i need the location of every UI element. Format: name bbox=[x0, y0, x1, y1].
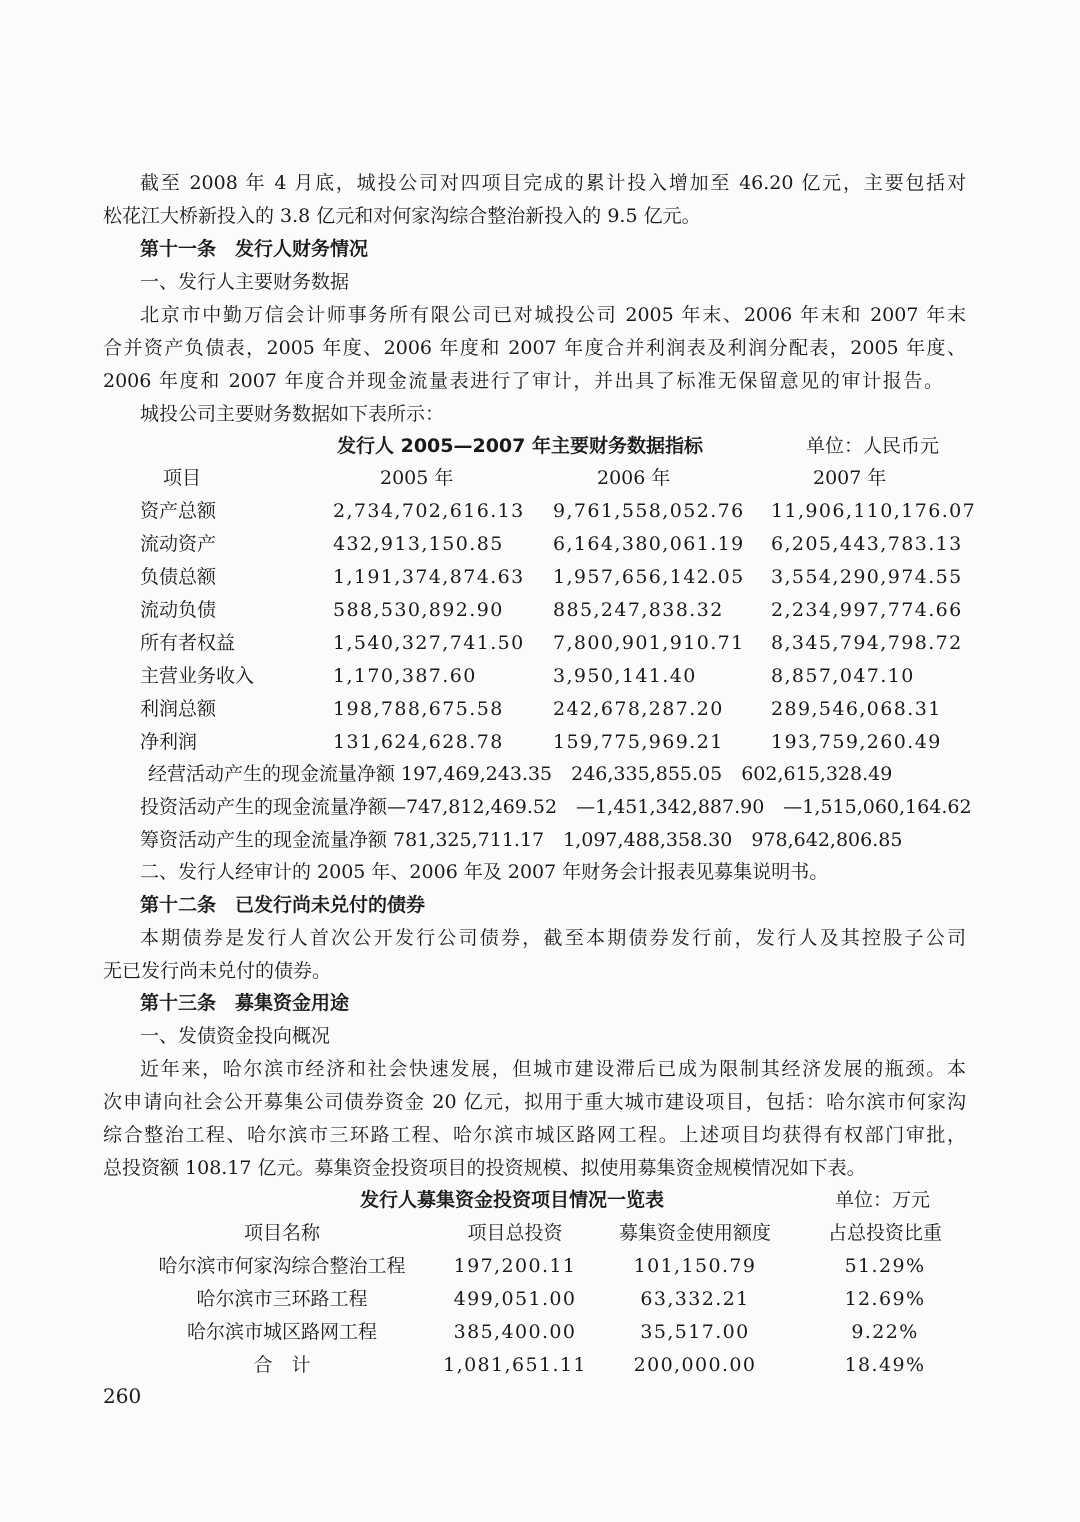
row-label: 哈尔滨市何家沟综合整治工程 bbox=[158, 1255, 406, 1277]
table-header-cell: 项目 bbox=[163, 467, 202, 489]
table-cell: 51.29% bbox=[844, 1255, 926, 1277]
section-heading: 第十二条 已发行尚未兑付的债券 bbox=[140, 894, 426, 916]
table-header-cell: 项目名称 bbox=[243, 1222, 320, 1244]
row-label: 资产总额 bbox=[140, 500, 217, 522]
cash-flow-row: 投资活动产生的现金流量净额—747,812,469.52 —1,451,342,887.90 —1,515,060,164.62 bbox=[140, 796, 972, 818]
table-cell: 8,857,047.10 bbox=[771, 665, 915, 687]
table-unit: 单位：万元 bbox=[835, 1189, 931, 1211]
row-label: 流动资产 bbox=[140, 533, 217, 555]
row-label: 所有者权益 bbox=[140, 632, 236, 654]
table-cell: 2,234,997,774.66 bbox=[771, 599, 963, 621]
table-cell: 63,332.21 bbox=[640, 1288, 750, 1310]
cash-flow-row: 经营活动产生的现金流量净额 197,469,243.35 246,335,855.05 602,615,328.49 bbox=[148, 763, 893, 785]
table-header-cell: 2006 年 bbox=[597, 467, 671, 489]
paragraph-line: 城投公司主要财务数据如下表所示： bbox=[140, 403, 445, 425]
section-heading: 第十一条 发行人财务情况 bbox=[140, 238, 369, 260]
page-number: 260 bbox=[103, 1384, 142, 1408]
row-label: 负债总额 bbox=[140, 566, 217, 588]
table-cell: 1,540,327,741.50 bbox=[333, 632, 525, 654]
table-cell: 193,759,260.49 bbox=[771, 731, 942, 753]
table-cell: 242,678,287.20 bbox=[553, 698, 724, 720]
table-title: 发行人募集资金投资项目情况一览表 bbox=[360, 1189, 665, 1211]
subsection-heading: 二、发行人经审计的 2005 年、2006 年及 2007 年财务会计报表见募集说明书。 bbox=[140, 861, 829, 883]
table-cell: 12.69% bbox=[844, 1288, 926, 1310]
row-label: 主营业务收入 bbox=[140, 665, 255, 687]
table-cell: 3,950,141.40 bbox=[553, 665, 697, 687]
table-cell: 6,164,380,061.19 bbox=[553, 533, 745, 555]
table-cell: 9.22% bbox=[851, 1321, 919, 1343]
table-cell: 885,247,838.32 bbox=[553, 599, 724, 621]
table-cell: 159,775,969.21 bbox=[553, 731, 724, 753]
table-cell: 1,191,374,874.63 bbox=[333, 566, 525, 588]
paragraph-line: 次申请向社会公开募集公司债券资金 20 亿元，拟用于重大城市建设项目，包括：哈尔滨市何家沟 bbox=[103, 1091, 966, 1113]
table-header-cell: 2005 年 bbox=[380, 467, 454, 489]
table-cell: 11,906,110,176.07 bbox=[771, 500, 977, 522]
subsection-heading: 一、发债资金投向概况 bbox=[140, 1025, 331, 1047]
table-cell: 197,200.11 bbox=[453, 1255, 577, 1277]
table-header-cell: 2007 年 bbox=[813, 467, 887, 489]
paragraph-line: 截至 2008 年 4 月底，城投公司对四项目完成的累计投入增加至 46.20 亿元，主要包括对 bbox=[140, 172, 966, 194]
table-cell: 18.49% bbox=[844, 1354, 926, 1376]
row-label: 利润总额 bbox=[140, 698, 217, 720]
table-cell: 499,051.00 bbox=[453, 1288, 577, 1310]
table-cell: 101,150.79 bbox=[633, 1255, 757, 1277]
table-cell: 385,400.00 bbox=[453, 1321, 577, 1343]
table-cell: 8,345,794,798.72 bbox=[771, 632, 963, 654]
table-cell: 6,205,443,783.13 bbox=[771, 533, 963, 555]
table-cell: 1,170,387.60 bbox=[333, 665, 477, 687]
row-label: 哈尔滨市城区路网工程 bbox=[186, 1321, 377, 1343]
table-header-cell: 项目总投资 bbox=[467, 1222, 563, 1244]
paragraph-line: 无已发行尚未兑付的债券。 bbox=[103, 960, 332, 982]
table-cell: 588,530,892.90 bbox=[333, 599, 504, 621]
paragraph-line: 松花江大桥新投入的 3.8 亿元和对何家沟综合整治新投入的 9.5 亿元。 bbox=[103, 205, 701, 227]
table-cell: 7,800,901,910.71 bbox=[553, 632, 745, 654]
section-heading: 第十三条 募集资金用途 bbox=[140, 992, 350, 1014]
row-label: 合 计 bbox=[253, 1354, 311, 1376]
table-cell: 1,081,651.11 bbox=[443, 1354, 587, 1376]
paragraph-line: 本期债券是发行人首次公开发行公司债券，截至本期债券发行前，发行人及其控股子公司 bbox=[140, 927, 966, 949]
table-cell: 131,624,628.78 bbox=[333, 731, 504, 753]
table-unit: 单位：人民币元 bbox=[806, 435, 940, 457]
subsection-heading: 一、发行人主要财务数据 bbox=[140, 271, 350, 293]
table-cell: 3,554,290,974.55 bbox=[771, 566, 963, 588]
table-cell: 9,761,558,052.76 bbox=[553, 500, 745, 522]
table-header-cell: 募集资金使用额度 bbox=[618, 1222, 771, 1244]
row-label: 净利润 bbox=[140, 731, 198, 753]
paragraph-line: 北京市中勤万信会计师事务所有限公司已对城投公司 2005 年末、2006 年末和 2007 年末 bbox=[140, 304, 966, 326]
table-cell: 1,957,656,142.05 bbox=[553, 566, 745, 588]
table-header-cell: 占总投资比重 bbox=[827, 1222, 942, 1244]
table-cell: 200,000.00 bbox=[633, 1354, 757, 1376]
cash-flow-row: 筹资活动产生的现金流量净额 781,325,711.17 1,097,488,358.30 978,642,806.85 bbox=[140, 829, 903, 851]
paragraph-line: 2006 年度和 2007 年度合并现金流量表进行了审计，并出具了标准无保留意见的审计报告。 bbox=[103, 370, 943, 392]
row-label: 哈尔滨市三环路工程 bbox=[196, 1288, 368, 1310]
row-label: 流动负债 bbox=[140, 599, 217, 621]
table-cell: 35,517.00 bbox=[640, 1321, 750, 1343]
table-title: 发行人 2005—2007 年主要财务数据指标 bbox=[337, 435, 703, 457]
table-cell: 289,546,068.31 bbox=[771, 698, 942, 720]
paragraph-line: 综合整治工程、哈尔滨市三环路工程、哈尔滨市城区路网工程。上述项目均获得有权部门审批， bbox=[103, 1124, 966, 1146]
paragraph-line: 总投资额 108.17 亿元。募集资金投资项目的投资规模、拟使用募集资金规模情况如下表。 bbox=[103, 1157, 866, 1179]
paragraph-line: 近年来，哈尔滨市经济和社会快速发展，但城市建设滞后已成为限制其经济发展的瓶颈。本 bbox=[140, 1058, 966, 1080]
table-cell: 198,788,675.58 bbox=[333, 698, 504, 720]
table-cell: 2,734,702,616.13 bbox=[333, 500, 525, 522]
table-cell: 432,913,150.85 bbox=[333, 533, 504, 555]
paragraph-line: 合并资产负债表，2005 年度、2006 年度和 2007 年度合并利润表及利润分配表，2005 年度、 bbox=[103, 337, 966, 359]
